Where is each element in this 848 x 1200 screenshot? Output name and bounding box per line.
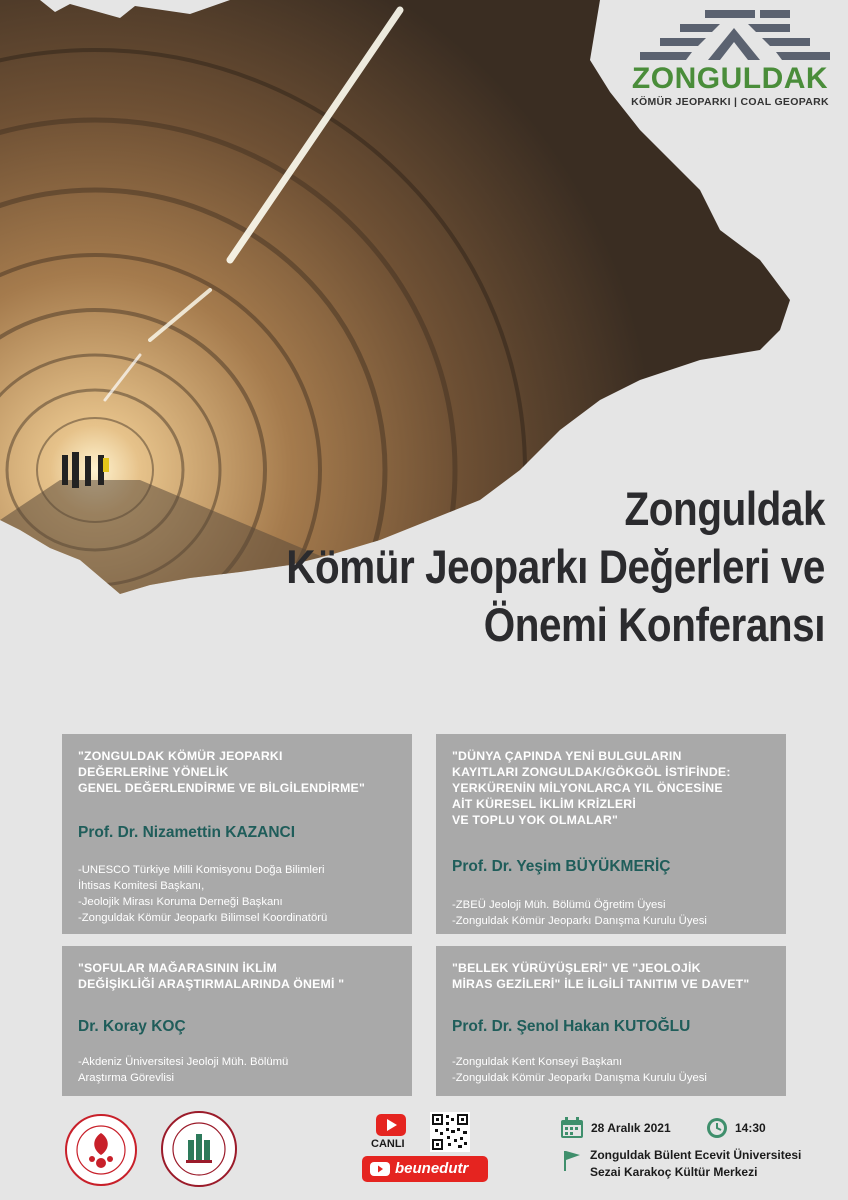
live-label: CANLI [371, 1138, 405, 1150]
geopark-logo [620, 10, 840, 110]
logo-name: ZONGULDAK [631, 62, 829, 95]
logo-subtitle: KÖMÜR JEOPARKI | COAL GEOPARK [631, 96, 829, 108]
role-line: -Zonguldak Kömür Jeoparkı Bilimsel Koordinatörü [78, 912, 328, 924]
talk-card-1 [62, 734, 412, 934]
speaker-name: Prof. Dr. Yeşim BÜYÜKMERİÇ [452, 858, 671, 875]
youtube-channel-name: beunedutr [395, 1160, 469, 1177]
venue-line-1: Zonguldak Bülent Ecevit Üniversitesi [590, 1148, 802, 1162]
talk-title: "DÜNYA ÇAPINDA YENİ BULGULARIN KAYITLARI ZONGULDAK/GÖKGÖL İSTİFİNDE: YERKÜRENİN MİLYONLARCA YIL ÖNCESİNE AİT KÜRESEL İKLİM KRİZLERİ VE TOPLU YOK OLMALAR" [452, 749, 731, 827]
event-time: 14:30 [735, 1121, 766, 1135]
role-line: -Zonguldak Kömür Jeoparkı Danışma Kurulu Üyesi [452, 915, 707, 927]
speaker-roles [78, 862, 408, 926]
youtube-channel-button[interactable] [362, 1156, 488, 1182]
role-line: -Akdeniz Üniversitesi Jeoloji Müh. Bölümü [78, 1056, 289, 1068]
role-line: -UNESCO Türkiye Milli Komisyonu Doğa Bilimleri [78, 864, 325, 876]
speaker-name: Prof. Dr. Şenol Hakan KUTOĞLU [452, 1018, 691, 1035]
talk-card-3 [62, 946, 412, 1096]
speaker-name: Dr. Koray KOÇ [78, 1018, 186, 1035]
talk-title: "SOFULAR MAĞARASININ İKLİM DEĞİŞİKLİĞİ ARAŞTIRMALARINDA ÖNEMİ " [78, 961, 345, 991]
talk-title: "BELLEK YÜRÜYÜŞLERİ" VE "JEOLOJİK MİRAS GEZİLERİ" İLE İLGİLİ TANITIM VE DAVET" [452, 961, 750, 991]
event-venue [590, 1147, 801, 1181]
role-line: İhtisas Komitesi Başkanı, [78, 880, 205, 892]
talk-card-4 [436, 946, 786, 1096]
clock-icon [706, 1117, 728, 1139]
flag-icon [562, 1149, 582, 1171]
title-line-3: Önemi Konferansı [483, 598, 825, 651]
role-line: -Zonguldak Kömür Jeoparkı Danışma Kurulu Üyesi [452, 1072, 707, 1084]
speaker-roles [78, 1054, 408, 1086]
speaker-roles [452, 897, 782, 929]
youtube-icon [370, 1162, 390, 1176]
venue-line-2: Sezai Karakoç Kültür Merkezi [590, 1165, 758, 1179]
talk-title: "ZONGULDAK KÖMÜR JEOPARKI DEĞERLERİNE YÖNELİK GENEL DEĞERLENDİRME VE BİLGİLENDİRME" [78, 749, 365, 795]
speaker-name: Prof. Dr. Nizamettin KAZANCI [78, 824, 296, 841]
page-title [193, 480, 825, 654]
role-line: -Jeolojik Mirası Koruma Derneği Başkanı [78, 896, 283, 908]
title-line-2: Kömür Jeoparkı Değerleri ve [286, 540, 825, 593]
title-line-1: Zonguldak [624, 482, 825, 535]
ministry-seal-icon [64, 1113, 138, 1187]
event-date: 28 Aralık 2021 [591, 1121, 671, 1135]
role-line: Araştırma Görevlisi [78, 1072, 175, 1084]
logo-mark-icon [620, 10, 840, 62]
qr-code-icon [430, 1112, 470, 1152]
calendar-icon [560, 1117, 584, 1139]
talk-card-2 [436, 734, 786, 934]
role-line: -ZBEÜ Jeoloji Müh. Bölümü Öğretim Üyesi [452, 899, 666, 911]
speaker-roles [452, 1054, 782, 1086]
university-seal-icon [160, 1110, 238, 1188]
role-line: -Zonguldak Kent Konseyi Başkanı [452, 1056, 623, 1068]
